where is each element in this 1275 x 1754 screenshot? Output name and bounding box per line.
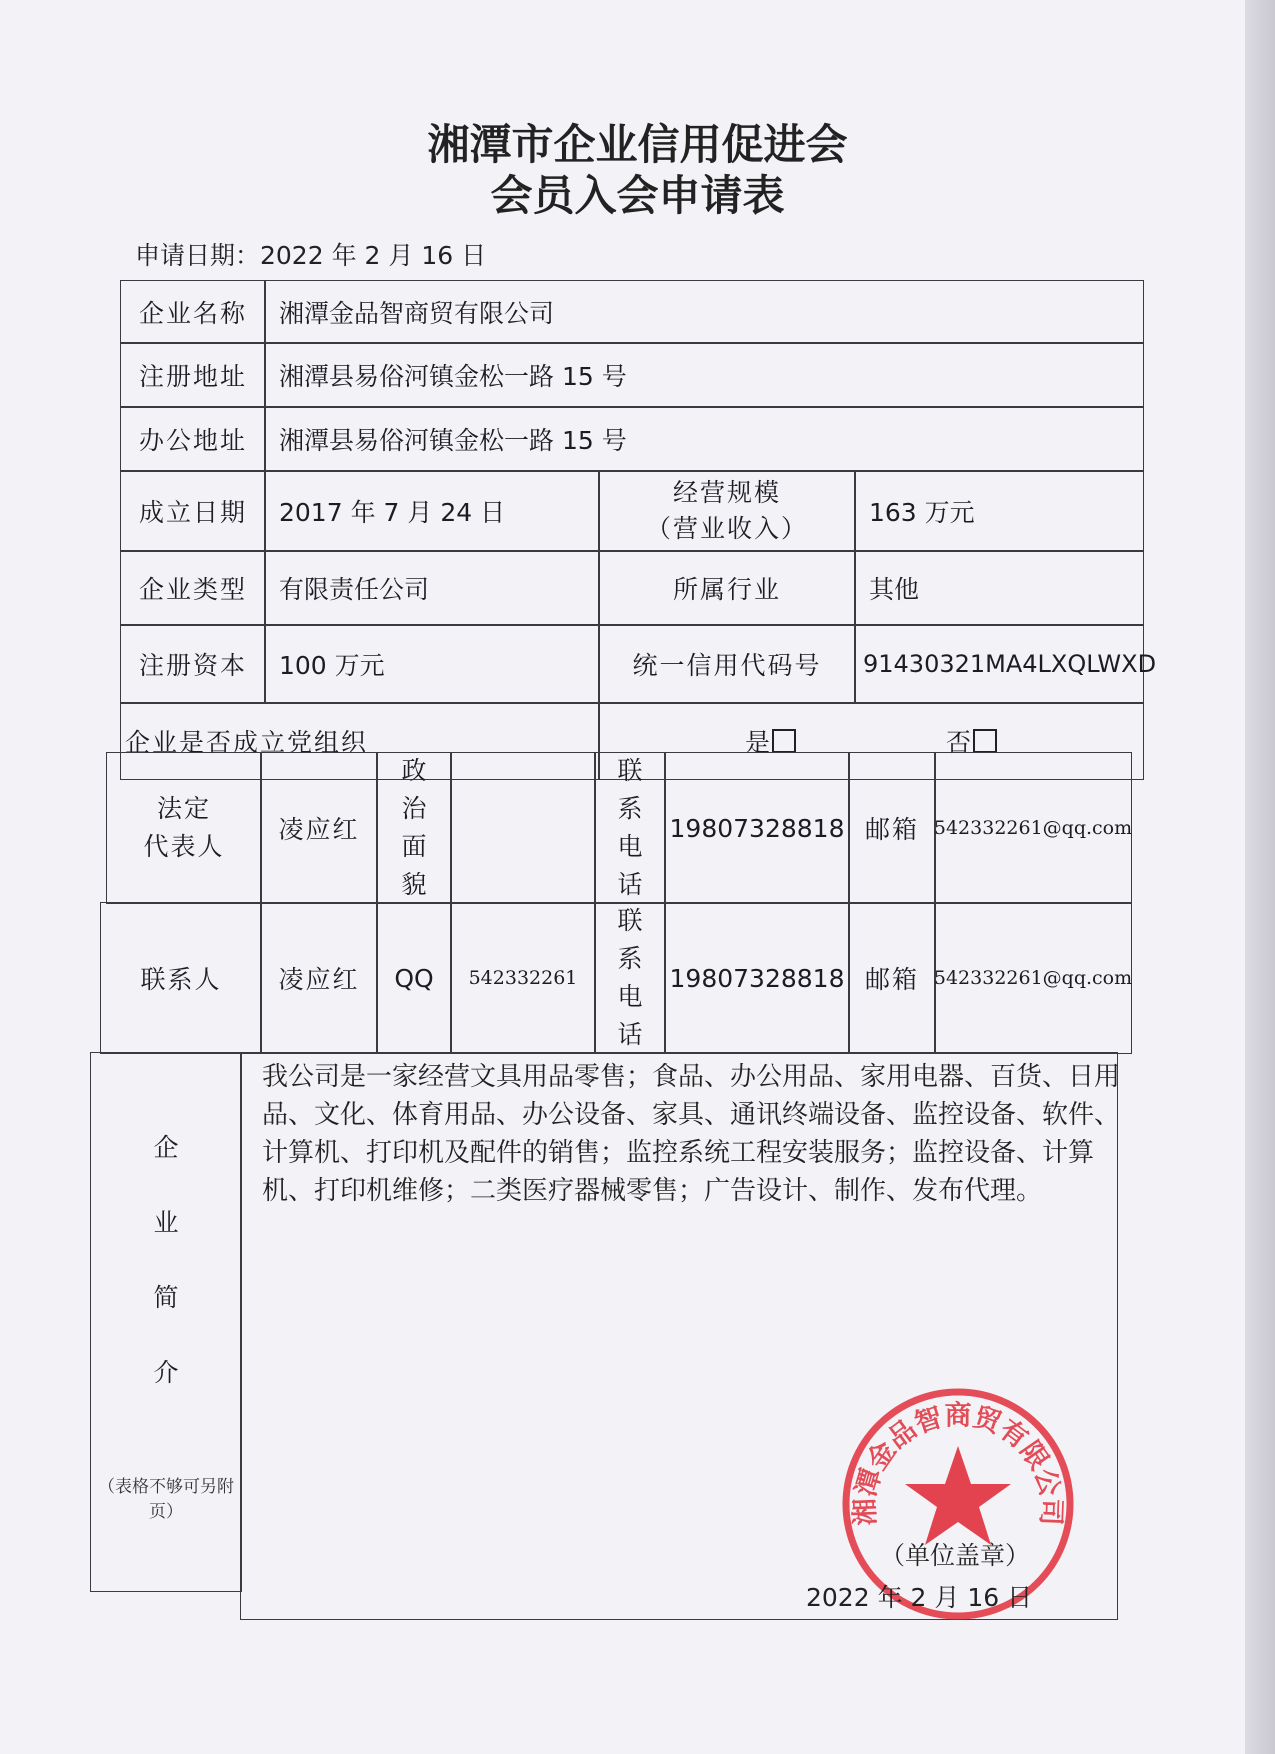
party-org-label: 企业是否成立党组织	[120, 702, 600, 780]
credit-code-label: 统一信用代码号	[598, 624, 856, 704]
scale-label-line2: （营业收入）	[645, 514, 808, 543]
stamp-label: （单位盖章）	[880, 1541, 1031, 1570]
registered-capital-label: 注册资本	[120, 624, 266, 704]
legal-rep-phone: 19807328818	[664, 752, 850, 904]
industry-value: 其他	[854, 550, 1144, 626]
office-address-value: 湘潭县易俗河镇金松一路 15 号	[264, 406, 1144, 472]
intro-label-char: 介	[153, 1358, 179, 1387]
political-status-value	[450, 752, 596, 904]
form-subtitle: 会员入会申请表	[490, 171, 785, 220]
registered-capital-value: 100 万元	[264, 624, 600, 704]
office-address-label: 办公地址	[120, 406, 266, 472]
scale-label-line1: 经营规模	[672, 478, 781, 507]
qq-label: QQ	[376, 902, 452, 1054]
contact-name: 凌应红	[260, 902, 378, 1054]
intro-note: （表格不够可另附页）	[98, 1477, 234, 1522]
intro-label	[92, 1110, 240, 1410]
phone-label-char: 电	[617, 832, 643, 861]
company-name-value: 湘潭金品智商贸有限公司	[264, 280, 1144, 344]
legal-rep-label-line1: 法定	[156, 794, 211, 823]
party-org-yes-checkbox[interactable]	[772, 729, 796, 753]
credit-code-value: 91430321MA4LXQLWXD	[854, 624, 1144, 704]
apply-date: 申请日期：2022 年 2 月 16 日	[135, 241, 487, 270]
party-org-no-checkbox[interactable]	[973, 729, 997, 753]
phone-label-char: 系	[617, 794, 643, 823]
company-type-value: 有限责任公司	[264, 550, 600, 626]
political-status-char: 治	[401, 794, 427, 823]
phone-label-char: 联	[617, 906, 643, 935]
founded-date-value: 2017 年 7 月 24 日	[264, 470, 600, 552]
scale-value: 163 万元	[854, 470, 1144, 552]
legal-rep-name: 凌应红	[260, 752, 378, 904]
legal-rep-email: 542332261@qq.com	[934, 752, 1132, 904]
political-status-char: 貌	[401, 870, 427, 899]
legal-rep-email-label: 邮箱	[848, 752, 936, 904]
political-status-label	[376, 752, 452, 904]
contact-email: 542332261@qq.com	[934, 902, 1132, 1054]
legal-rep-phone-label	[594, 752, 666, 904]
intro-text: 我公司是一家经营文具用品零售；食品、办公用品、家用电器、百货、日用品、文化、体育用品、办公设备、家具、通讯终端设备、监控设备、软件、计算机、打印机及配件的销售；监控系统工程安装服务；监控设备、计算机、打印机维修；二类医疗器械零售；广告设计、制作、发布代理。	[262, 1062, 1121, 1206]
registered-address-label: 注册地址	[120, 342, 266, 408]
registered-address-value: 湘潭县易俗河镇金松一路 15 号	[264, 342, 1144, 408]
phone-label-char: 系	[617, 944, 643, 973]
phone-label-char: 话	[617, 1020, 643, 1049]
intro-label-char: 企	[153, 1133, 179, 1162]
founded-date-label: 成立日期	[120, 470, 266, 552]
legal-rep-label	[106, 752, 262, 904]
party-org-no-label: 否	[946, 728, 972, 757]
company-name-label: 企业名称	[120, 280, 266, 344]
industry-label: 所属行业	[598, 550, 856, 626]
intro-label-char: 简	[153, 1283, 179, 1312]
seal-text: 湘潭金品智商贸有限公司	[849, 1400, 1067, 1527]
contact-email-label: 邮箱	[848, 902, 936, 1054]
political-status-char: 面	[401, 832, 427, 861]
scale-label	[598, 470, 856, 552]
legal-rep-label-line2: 代表人	[143, 832, 225, 861]
political-status-char: 政	[401, 756, 427, 785]
contact-phone-label	[594, 902, 666, 1054]
form-title: 湘潭市企业信用促进会	[427, 120, 848, 169]
company-type-label: 企业类型	[120, 550, 266, 626]
contact-phone: 19807328818	[664, 902, 850, 1054]
intro-label-char: 业	[153, 1208, 179, 1237]
phone-label-char: 联	[617, 756, 643, 785]
party-org-yes-label: 是	[744, 728, 770, 757]
stamp-date: 2022 年 2 月 16 日	[806, 1583, 1033, 1612]
contact-label: 联系人	[100, 902, 262, 1054]
phone-label-char: 话	[617, 870, 643, 899]
phone-label-char: 电	[617, 982, 643, 1011]
qq-value: 542332261	[450, 902, 596, 1054]
